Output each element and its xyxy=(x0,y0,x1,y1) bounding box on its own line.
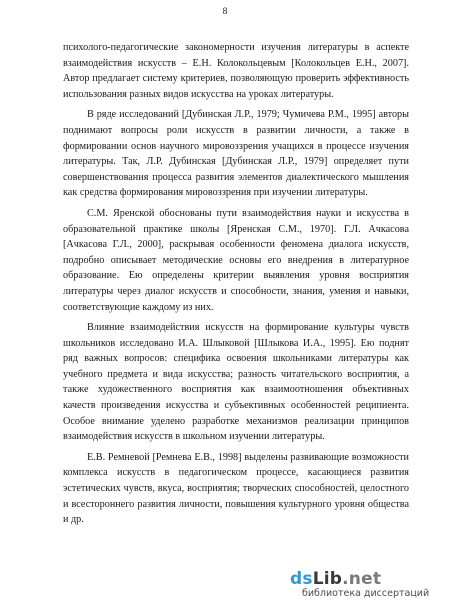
dslib-logo xyxy=(290,570,430,588)
page-number: 8 xyxy=(222,7,228,17)
logo-net: .net xyxy=(342,569,382,589)
document-body xyxy=(63,40,409,533)
dslib-watermark xyxy=(290,570,430,600)
paragraph-4: Влияние взаимодействия искусств на формирование культуры чувств школьников исследовано И.А. Шлыковой [Шлыкова И.А., 1995]. Ею поднят ряд важных вопросов: специфика освоения школьниками литературы как учебного предмета и вида искусства; разность читательского восприятия, а также художественного восприятия как взаимоотношения объективных качеств произведения искусства и субъективных особенностей реципиента. Особое внимание уделено разработке механизмов реализации принципов взаимодействия искусств в школьном изучении литературы. xyxy=(63,322,409,443)
paragraph-3: С.М. Яренской обоснованы пути взаимодействия науки и искусства в образовательной практике школы [Яренская С.М., 1970]. Г.Л. Ачкасова [Ачкасова Г.Л., 2000], раскрывая особенности феномена диалога искусств, подробно описывает методические основы его внедрения в литературное образование. Ею определены критерии выявления уровня восприятия литературы через диалог искусств и способности, знания, умения и навыки, соответствующие каждому из них. xyxy=(63,207,409,313)
logo-lib: Lib xyxy=(312,569,343,589)
paragraph-5: Е.В. Ремневой [Ремнева Е.В., 1998] выделены развивающие возможности комплекса искусств в педагогическом процессе, касающиеся развития эстетических чувств, вкуса, восприятия; творческих способностей, целостного и всестороннего развития личности, повышения культурного уровня общества и др. xyxy=(63,451,409,526)
paragraph-1: психолого-педагогические закономерности изучения литературы в аспекте взаимодействия искусств – Е.Н. Колокольцевым [Колокольцев Е.Н., 2007]. Автор предлагает систему критериев, позволяющую проверить эффективность использования разных видов искусства на уроках литературы. xyxy=(63,42,409,100)
logo-subtitle: библиотека диссертаций xyxy=(302,588,430,599)
paragraph-2: В ряде исследований [Дубинская Л.Р., 1979; Чумичева Р.М., 1995] авторы поднимают вопросы роли искусств в развитии личности, а также в формировании основ научного мировоззрения учащихся в процессе изучения литературы. Так, Л.Р. Дубинская [Дубинская Л.Р., 1979] определяет пути совершенствования процесса развития элементов диалектического мышления как средства формирования мировоззрения при изучении литературы. xyxy=(63,109,409,199)
logo-ds: ds xyxy=(290,569,313,589)
